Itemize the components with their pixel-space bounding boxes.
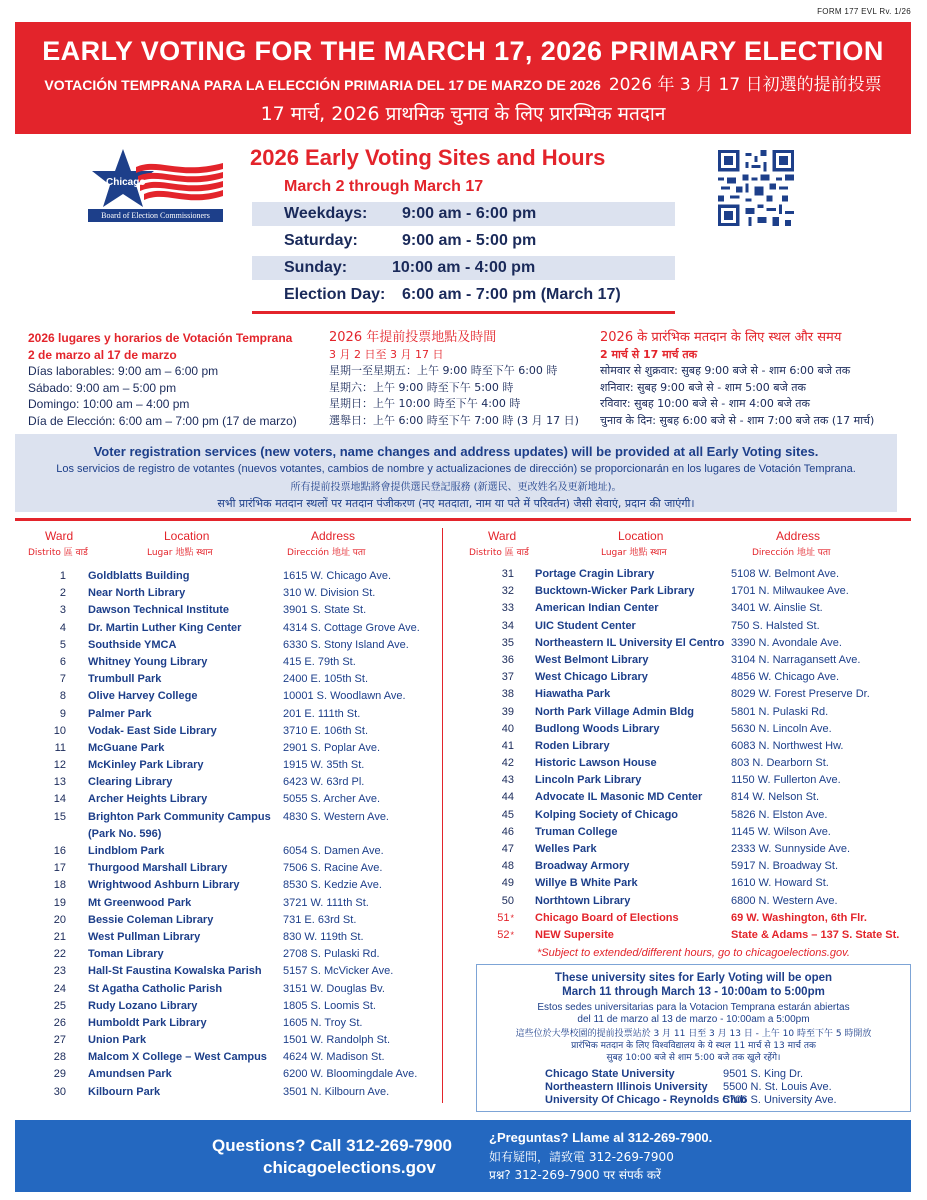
- site-location: West Pullman Library: [88, 930, 201, 943]
- hours-row-election-day: Election Day: 6:00 am - 7:00 pm (March 17): [284, 286, 621, 303]
- ward-number: 4: [59, 621, 66, 634]
- site-address: 6083 N. Northwest Hw.: [731, 739, 844, 752]
- site-address: 201 E. 111th St.: [283, 707, 361, 720]
- hours-title: 2026 Early Voting Sites and Hours: [250, 145, 606, 170]
- registration-notice: Voter registration services (new voters, name changes and address updates) will be provided at all Early Voting sites. Los servicios de registro de votantes (nuevos votantes, cambios de nombre y actualizaciones de dirección) se proporcionarán en los lugares de Votación Temprana. 所有提前投票地點將會提供選民登記服務 (新選民、更改姓名及更新地址)。 सभी प्रारंभिक मतदान स्थलों पर मतदान पंजीकरण (नए मतदाता, नाम या पते में परिवर्तन) जैसी सेवाएं, प्रदान की जाएंगी।: [15, 434, 897, 512]
- site-location: Kilbourn Park: [88, 1085, 161, 1098]
- subheader-address-right: Dirección 地址 पता: [752, 548, 831, 558]
- ward-number: 3: [59, 604, 66, 617]
- hours-hindi: 2026 के प्रारंभिक मतदान के लिए स्थल और समय 2 मार्च से 17 मार्च तक सोमवार से शुक्रवार: सुबह 9:00 बजे से - शाम 6:00 बजे तक शनिवार: सुबह 9:00 बजे से - शाम 5:00 बजे तक रविवार: सुबह 10:00 बजे से - शाम 4:00 बजे तक चुनाव के दिन: सुबह 6:00 बजे से - शाम 7:00 बजे तक (17 मार्च): [600, 330, 875, 427]
- site-location: Archer Heights Library: [88, 793, 208, 806]
- contact-footer: [15, 1120, 911, 1192]
- ward-number: 40: [501, 722, 514, 735]
- subheader-ward-right: Distrito 區 वार्ड: [469, 548, 529, 558]
- site-location: Portage Cragin Library: [535, 568, 655, 580]
- site-location: UIC Student Center: [535, 619, 636, 632]
- site-location: Toman Library: [88, 948, 164, 961]
- sites-list-left: [42, 568, 437, 1101]
- site-row: [42, 602, 437, 619]
- title-spanish-chinese: VOTACIÓN TEMPRANA PARA LA ELECCIÓN PRIMARIA DEL 17 DE MARZO DE 2026 2026 年 3 月 17 日初選的提前投票: [44, 75, 882, 95]
- title-chinese: 2026 年 3 月 17 日初選的提前投票: [608, 75, 882, 95]
- site-location: Bessie Coleman Library: [88, 913, 214, 926]
- site-address: 69 W. Washington, 6th Flr.: [731, 911, 867, 924]
- site-address: 2333 W. Sunnyside Ave.: [731, 843, 851, 855]
- site-row: [490, 858, 910, 875]
- site-address: 6200 W. Bloomingdale Ave.: [283, 1068, 418, 1081]
- logo-word: Chicago: [106, 177, 146, 188]
- site-row: [490, 772, 910, 789]
- site-row: [490, 755, 910, 772]
- site-address: 803 N. Dearborn St.: [731, 757, 829, 770]
- site-row: [42, 791, 437, 808]
- site-row: [42, 1084, 437, 1101]
- site-address: 4624 W. Madison St.: [283, 1051, 385, 1064]
- ward-number: 42: [501, 757, 514, 770]
- ward-number: 31: [501, 568, 514, 580]
- site-row: [490, 686, 910, 703]
- site-location: American Indian Center: [535, 602, 659, 615]
- site-row: [490, 566, 910, 583]
- site-address: 6800 N. Western Ave.: [731, 894, 838, 907]
- site-location: Truman College: [535, 825, 618, 838]
- site-row: [490, 721, 910, 738]
- site-location: West Chicago Library: [535, 671, 648, 684]
- subheader-ward-left: Distrito 區 वार्ड: [28, 548, 88, 558]
- header-location-right: Location: [618, 529, 664, 543]
- header-address-left: Address: [311, 529, 356, 543]
- ward-number: 11: [54, 741, 66, 754]
- ward-number: 24: [53, 982, 66, 995]
- site-location: Near North Library: [88, 587, 186, 600]
- ward-number: 43: [501, 774, 514, 787]
- site-location: Lincoln Park Library: [535, 774, 642, 787]
- hours-row-sunday: Sunday: 10:00 am - 4:00 pm: [252, 256, 675, 280]
- site-location: Thurgood Marshall Library: [88, 862, 228, 875]
- ward-number: 27: [53, 1034, 66, 1047]
- site-row: [42, 568, 437, 585]
- questions-hindi: प्रश्न? 312-269-7900 पर संपर्क करें: [489, 1168, 661, 1182]
- site-address: 3104 N. Narragansett Ave.: [731, 653, 861, 666]
- ward-number: 15: [53, 810, 66, 823]
- site-location: Goldblatts Building: [88, 570, 190, 582]
- title-banner: [15, 22, 911, 134]
- site-row: [490, 824, 910, 841]
- site-row: [42, 620, 437, 637]
- site-location: Malcom X College – West Campus: [88, 1051, 267, 1064]
- ward-number: 6: [59, 655, 66, 668]
- university-site: Northeastern Illinois University 5500 N. St. Louis Ave.: [545, 1081, 832, 1093]
- site-row: [42, 585, 437, 602]
- site-location: Rudy Lozano Library: [88, 999, 198, 1012]
- asterisk-mark: *: [510, 912, 514, 923]
- site-address: 3151 W. Douglas Bv.: [283, 982, 385, 995]
- ward-number: 33: [501, 602, 514, 615]
- header-location-left: Location: [164, 529, 210, 543]
- subheader-location-right: Lugar 地點 स्थान: [601, 548, 667, 558]
- site-location: Dr. Martin Luther King Center: [88, 621, 242, 634]
- ward-number: 29: [53, 1068, 66, 1081]
- site-location: Welles Park: [535, 843, 597, 855]
- site-row: [490, 893, 910, 910]
- site-row: [42, 877, 437, 894]
- site-row: [490, 875, 910, 892]
- site-location: Dawson Technical Institute: [88, 604, 229, 617]
- ward-number: 8: [59, 690, 66, 703]
- ward-number: 44: [501, 791, 514, 804]
- hours-divider: [252, 311, 675, 314]
- site-location: Chicago Board of Elections: [535, 911, 679, 924]
- site-location: Advocate IL Masonic MD Center: [535, 791, 703, 804]
- site-address: 8029 W. Forest Preserve Dr.: [731, 688, 870, 701]
- university-sites-box: These university sites for Early Voting will be open March 11 through March 13 - 10:00am to 5:00pm Estos sedes universitarias para la Votacion Temprana estarán abiertas del 11 de marzo al 13 de marzo - 10:00am a 5:00pm 這些位於大學校園的提前投票站於 3 月 11 日至 3 月 13 日 - 上午 10 時至下午 5 時開放 प्रारंभिक मतदान के लिए विश्वविद्यालय के ये स्थल 11 मार्च से 13 मार्च तक सुबह 10:00 बजे से शाम 5:00 बजे तक खुले रहेंगे। Chicago State University 9501 S. King Dr. Northeastern Illinois University 5500 N. St. Louis Ave. University Of Chicago - Reynolds Club 5706 S. University Ave.: [476, 964, 911, 1112]
- site-location: Southside YMCA: [88, 638, 177, 651]
- site-address: 1805 S. Loomis St.: [283, 999, 376, 1012]
- site-row: [42, 946, 437, 963]
- ward-number: 52*: [497, 928, 514, 941]
- site-row: [42, 929, 437, 946]
- column-divider: [442, 528, 443, 1103]
- ward-number: 10: [53, 724, 66, 737]
- table-divider: [15, 518, 911, 521]
- site-location: Vodak- East Side Library: [88, 724, 217, 737]
- site-address: 1610 W. Howard St.: [731, 877, 829, 890]
- site-row: [490, 841, 910, 858]
- site-location: Union Park: [88, 1034, 147, 1047]
- site-row: [490, 807, 910, 824]
- site-address: 6423 W. 63rd Pl.: [283, 776, 365, 789]
- hours-row-saturday: Saturday: 9:00 am - 5:00 pm: [284, 232, 537, 249]
- site-address: 3390 N. Avondale Ave.: [731, 636, 842, 649]
- ward-number: 51*: [497, 911, 514, 924]
- ward-number: 17: [53, 862, 66, 875]
- site-address: 8530 S. Kedzie Ave.: [283, 879, 382, 892]
- logo-band: Board of Election Commissioners: [88, 209, 223, 222]
- site-address: 5826 N. Elston Ave.: [731, 808, 828, 821]
- ward-number: 21: [53, 930, 66, 943]
- questions-spanish: ¿Preguntas? Llame al 312-269-7900.: [489, 1130, 713, 1145]
- ward-number: 16: [53, 845, 66, 858]
- hours-spanish: 2026 lugares y horarios de Votación Temprana 2 de marzo al 17 de marzo Días laborables: 9:00 am – 6:00 pm Sábado: 9:00 am – 5:00 pm Domingo: 10:00 am – 4:00 pm Día de Elección: 6:00 am – 7:00 pm (17 de marzo): [28, 331, 297, 428]
- ward-number: 35: [501, 636, 514, 649]
- site-location: McGuane Park: [88, 741, 165, 754]
- site-row: [42, 895, 437, 912]
- ward-number: 7: [59, 673, 66, 686]
- site-location: Mt Greenwood Park: [88, 896, 192, 909]
- site-address: 731 E. 63rd St.: [283, 913, 357, 926]
- ward-number: 47: [501, 843, 514, 855]
- site-address: 830 W. 119th St.: [283, 930, 364, 943]
- site-address: 6054 S. Damen Ave.: [283, 845, 384, 858]
- site-address: 1701 N. Milwaukee Ave.: [731, 585, 849, 598]
- site-row: [42, 654, 437, 671]
- site-location: Brighton Park Community Campus (Park No. 596): [88, 810, 271, 840]
- ward-number: 45: [501, 808, 514, 821]
- site-location: Broadway Armory: [535, 860, 630, 873]
- site-location: Whitney Young Library: [88, 655, 208, 668]
- site-address: 5801 N. Pulaski Rd.: [731, 705, 829, 718]
- ward-number: 14: [53, 793, 66, 806]
- site-location: Budlong Woods Library: [535, 722, 660, 735]
- site-address: 3401 W. Ainslie St.: [731, 602, 823, 615]
- site-row: [490, 910, 910, 927]
- site-location: Trumbull Park: [88, 673, 162, 686]
- ward-number: 9: [59, 707, 66, 720]
- site-row: [490, 704, 910, 721]
- ward-number: 39: [501, 705, 514, 718]
- site-address: 2400 E. 105th St.: [283, 673, 369, 686]
- ward-number: 49: [501, 877, 514, 890]
- site-address: 1915 W. 35th St.: [283, 759, 365, 772]
- header-ward-left: Ward: [45, 529, 74, 543]
- site-location: Kolping Society of Chicago: [535, 808, 679, 821]
- site-address: 4856 W. Chicago Ave.: [731, 671, 840, 684]
- site-address: 2708 S. Pulaski Rd.: [283, 948, 380, 961]
- site-row: [42, 637, 437, 654]
- website-link[interactable]: chicagoelections.gov: [263, 1158, 436, 1177]
- site-row: [42, 671, 437, 688]
- ward-number: 48: [501, 860, 514, 873]
- site-row: [490, 789, 910, 806]
- site-location: North Park Village Admin Bldg: [535, 705, 694, 718]
- site-row: [42, 963, 437, 980]
- site-location: Humboldt Park Library: [88, 1016, 207, 1029]
- site-address: 814 W. Nelson St.: [731, 791, 820, 804]
- site-address: 4830 S. Western Ave.: [283, 810, 389, 823]
- site-row: [42, 757, 437, 774]
- site-location: Northtown Library: [535, 894, 631, 907]
- site-address: 1615 W. Chicago Ave.: [283, 570, 392, 582]
- ward-number: 18: [53, 879, 66, 892]
- ward-number: 38: [501, 688, 514, 701]
- title-hindi: 17 मार्च, 2026 प्राथमिक चुनाव के लिए प्रारम्भिक मतदान: [260, 103, 666, 125]
- site-address: 3721 W. 111th St.: [283, 896, 369, 909]
- site-row: [42, 912, 437, 929]
- site-row: [42, 706, 437, 723]
- ward-number: 23: [53, 965, 66, 978]
- questions-chinese: 如有疑問，請致電 312-269-7900: [489, 1150, 674, 1164]
- hours-subtitle: March 2 through March 17: [284, 178, 484, 195]
- site-address: 2901 S. Poplar Ave.: [283, 741, 381, 754]
- site-row: [42, 740, 437, 757]
- site-address: 5055 S. Archer Ave.: [283, 793, 381, 806]
- form-id: FORM 177 EVL Rv. 1/26: [817, 7, 911, 16]
- site-address: 6330 S. Stony Island Ave.: [283, 638, 409, 651]
- ward-number: 1: [59, 570, 66, 582]
- site-row: [490, 600, 910, 617]
- site-row: [42, 1015, 437, 1032]
- site-address: 3901 S. State St.: [283, 604, 367, 617]
- site-location: NEW Supersite: [535, 928, 614, 941]
- university-site: Chicago State University 9501 S. King Dr.: [545, 1068, 804, 1080]
- site-location: Wrightwood Ashburn Library: [88, 879, 240, 892]
- site-location: Historic Lawson House: [535, 757, 657, 770]
- site-location: Palmer Park: [88, 707, 152, 720]
- site-address: 1605 N. Troy St.: [283, 1016, 363, 1029]
- header-address-right: Address: [776, 529, 821, 543]
- questions-phone: Questions? Call 312-269-7900: [212, 1136, 453, 1155]
- site-row: [42, 809, 437, 843]
- board-of-elections-logo: [88, 145, 228, 230]
- site-location: Olive Harvey College: [88, 690, 198, 703]
- site-row: [490, 635, 910, 652]
- ward-number: 2: [59, 587, 66, 600]
- site-row: [42, 998, 437, 1015]
- site-location: Willye B White Park: [535, 877, 638, 890]
- site-location: Northeastern IL University El Centro: [535, 636, 725, 649]
- ward-number: 37: [501, 671, 514, 684]
- site-address: 415 E. 79th St.: [283, 655, 356, 668]
- subheader-address-left: Dirección 地址 पता: [287, 548, 366, 558]
- site-address: 3710 E. 106th St.: [283, 724, 369, 737]
- university-site: University Of Chicago - Reynolds Club 5706 S. University Ave.: [545, 1094, 837, 1106]
- site-address: 10001 S. Woodlawn Ave.: [283, 690, 406, 703]
- site-location: Lindblom Park: [88, 845, 165, 858]
- site-location: Hiawatha Park: [535, 688, 611, 701]
- ward-number: 20: [53, 913, 66, 926]
- site-location: Clearing Library: [88, 776, 173, 789]
- site-row: [42, 688, 437, 705]
- site-row: [42, 1066, 437, 1083]
- site-location: St Agatha Catholic Parish: [88, 982, 223, 995]
- site-row: [490, 738, 910, 755]
- site-address: 4314 S. Cottage Grove Ave.: [283, 621, 420, 634]
- site-location: Amundsen Park: [88, 1068, 172, 1081]
- site-location: McKinley Park Library: [88, 759, 204, 772]
- title-english: EARLY VOTING FOR THE MARCH 17, 2026 PRIMARY ELECTION: [42, 36, 884, 66]
- hours-chinese: 2026 年提前投票地點及時間 3 月 2 日至 3 月 17 日 星期一至星期五：上午 9:00 時至下午 6:00 時 星期六：上午 9:00 時至下午 5:00 時 星期日：上午 10:00 時至下午 4:00 時 選舉日：上午 6:00 時至下午 7:00 時 (3 月 17 日): [329, 330, 579, 427]
- ward-number: 25: [53, 999, 66, 1012]
- site-row: [42, 774, 437, 791]
- site-address: 1145 W. Wilson Ave.: [731, 825, 831, 838]
- subheader-location-left: Lugar 地點 स्थान: [147, 548, 213, 558]
- ward-number: 30: [53, 1085, 66, 1098]
- ward-number: 19: [53, 896, 66, 909]
- site-row: [42, 723, 437, 740]
- ward-number: 50: [501, 894, 514, 907]
- ward-number: 22: [53, 948, 66, 961]
- hours-row-weekdays: Weekdays: 9:00 am - 6:00 pm: [252, 202, 675, 226]
- site-address: 310 W. Division St.: [283, 587, 376, 600]
- site-row: [42, 1032, 437, 1049]
- site-address: 750 S. Halsted St.: [731, 619, 820, 632]
- ward-number: 28: [53, 1051, 66, 1064]
- site-address: 3501 N. Kilbourn Ave.: [283, 1085, 390, 1098]
- ward-number: 41: [501, 739, 514, 752]
- ward-number: 13: [53, 776, 66, 789]
- site-row: [42, 981, 437, 998]
- site-address: 5157 S. McVicker Ave.: [283, 965, 394, 978]
- ward-number: 12: [53, 759, 66, 772]
- site-row: [42, 860, 437, 877]
- ward-number: 36: [501, 653, 514, 666]
- site-address: 5108 W. Belmont Ave.: [731, 568, 840, 580]
- ward-number: 46: [501, 825, 514, 838]
- site-row: [490, 618, 910, 635]
- site-address: State & Adams – 137 S. State St.: [731, 928, 900, 941]
- site-row: [490, 583, 910, 600]
- site-row: [490, 927, 910, 944]
- qr-code-icon[interactable]: [718, 150, 794, 226]
- site-row: [490, 652, 910, 669]
- sites-list-right: [490, 566, 910, 944]
- site-address: 7506 S. Racine Ave.: [283, 862, 383, 875]
- site-address: 5917 N. Broadway St.: [731, 860, 839, 873]
- header-ward-right: Ward: [488, 529, 517, 543]
- site-address: 5630 N. Lincoln Ave.: [731, 722, 832, 735]
- ward-number: 26: [53, 1016, 66, 1029]
- ward-number: 5: [59, 638, 66, 651]
- extended-hours-note: *Subject to extended/different hours, go to chicagoelections.gov.: [537, 947, 850, 959]
- site-row: [42, 1049, 437, 1066]
- site-location: Roden Library: [535, 739, 610, 752]
- site-row: [42, 843, 437, 860]
- site-location: Hall-St Faustina Kowalska Parish: [88, 965, 262, 978]
- ward-number: 32: [501, 585, 514, 598]
- site-location: Bucktown-Wicker Park Library: [535, 585, 695, 598]
- ward-number: 34: [501, 619, 514, 632]
- site-address: 1501 W. Randolph St.: [283, 1034, 391, 1047]
- site-row: [490, 669, 910, 686]
- site-address: 1150 W. Fullerton Ave.: [731, 774, 841, 787]
- site-location: West Belmont Library: [535, 653, 649, 666]
- asterisk-mark: *: [510, 929, 514, 940]
